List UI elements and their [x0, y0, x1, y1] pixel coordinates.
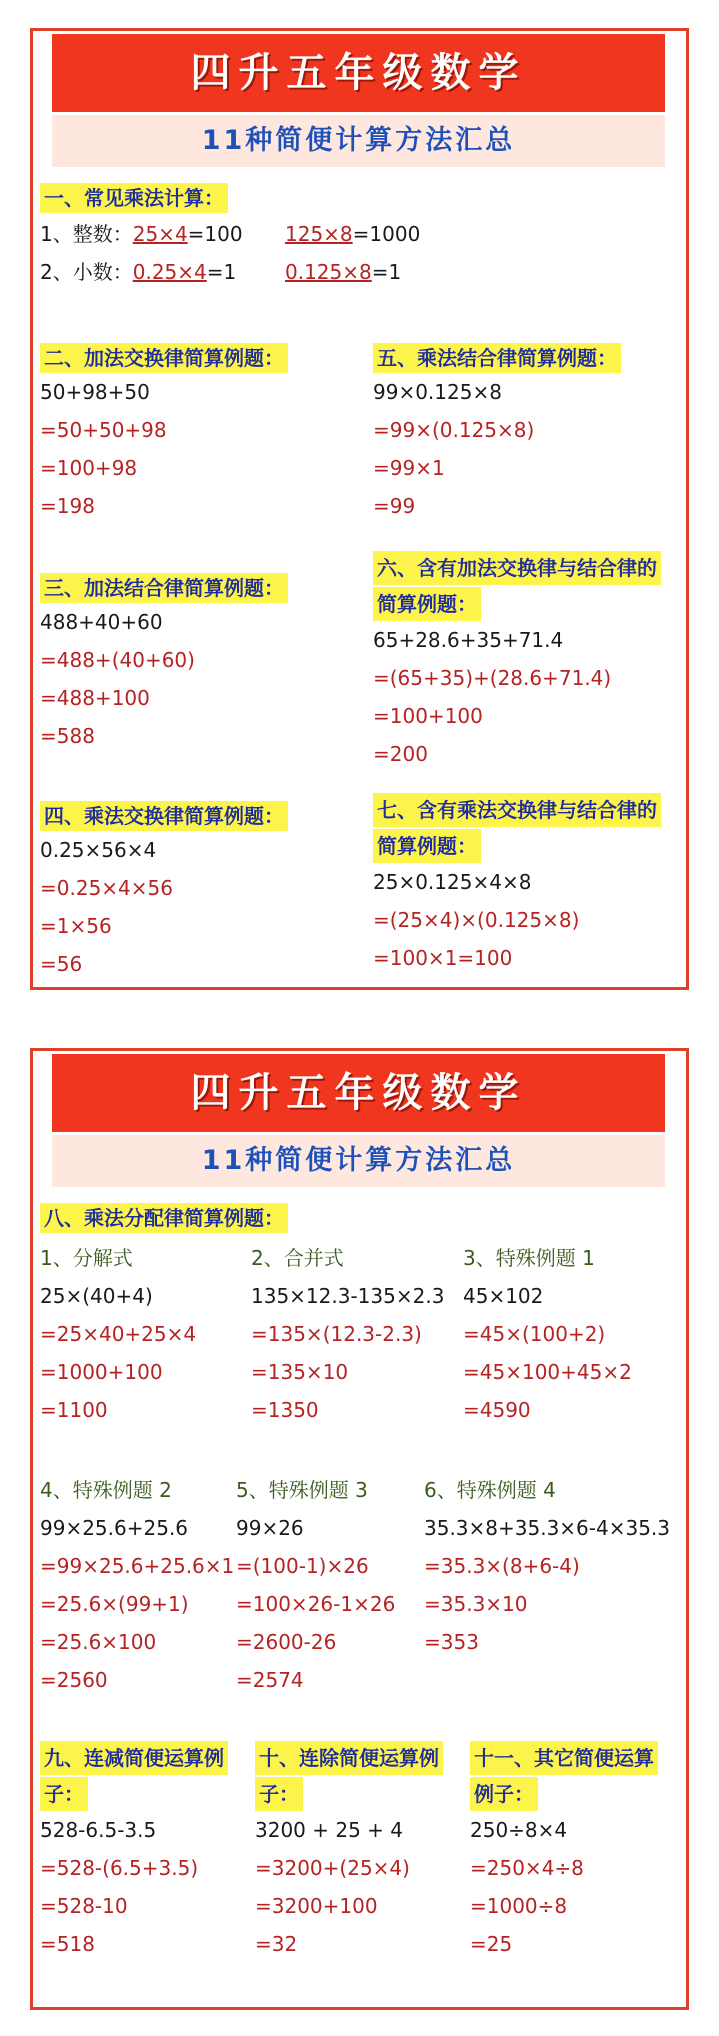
step-line: =488+100 — [40, 686, 150, 710]
section-other-methods — [470, 1739, 658, 1963]
decimal-row — [40, 253, 402, 291]
step-line: =3200+100 — [255, 1894, 378, 1918]
problem-line: 0.25×56×4 — [40, 838, 157, 862]
problem-line: 50+98+50 — [40, 380, 150, 404]
step-line: =1000÷8 — [470, 1894, 568, 1918]
example-label: 4、特殊例题 2 — [40, 1478, 172, 1502]
expression: 25×4 — [132, 222, 188, 246]
section-title: 四、乘法交换律简算例题： — [40, 801, 288, 831]
problem-line: 65+28.6+35+71.4 — [373, 628, 564, 652]
page-subtitle: 11种简便计算方法汇总 — [52, 1135, 665, 1187]
integer-row — [40, 215, 421, 253]
step-line: =0.25×4×56 — [40, 876, 173, 900]
section-multiplication-commutative — [40, 801, 288, 983]
section-title: 三、加法结合律简算例题： — [40, 573, 288, 603]
step-line: =528-(6.5+3.5) — [40, 1856, 199, 1880]
distributive-example-5 — [236, 1471, 395, 1699]
step-line: =99×25.6+25.6×1 — [40, 1554, 235, 1578]
step-line: =(65+35)+(28.6+71.4) — [373, 666, 612, 690]
distributive-example-3 — [463, 1239, 632, 1429]
section-addition-combined — [373, 549, 661, 773]
step-line: =2574 — [236, 1668, 304, 1692]
section-title-line-2: 子： — [255, 1777, 303, 1811]
section-title-line-2: 例子： — [470, 1777, 538, 1811]
page-subtitle: 11种简便计算方法汇总 — [52, 115, 665, 167]
step-line: =45×100+45×2 — [463, 1360, 632, 1384]
result: =1000 — [352, 222, 421, 246]
step-line: =56 — [40, 952, 83, 976]
step-line: =250×4÷8 — [470, 1856, 584, 1880]
step-line: =25 — [470, 1932, 513, 1956]
section-consecutive-division — [255, 1739, 443, 1963]
problem-line: 528-6.5-3.5 — [40, 1818, 157, 1842]
result: =1 — [371, 260, 402, 284]
section-title: 一、常见乘法计算： — [40, 183, 228, 213]
problem-line: 25×0.125×4×8 — [373, 870, 532, 894]
worksheet-card-1 — [30, 28, 689, 990]
section-distributive — [40, 1203, 288, 1233]
example-label: 2、合并式 — [251, 1246, 344, 1270]
section-title-line-1: 九、连减简便运算例 — [40, 1741, 228, 1775]
expression: 0.125×8 — [285, 260, 372, 284]
step-line: =99×(0.125×8) — [373, 418, 535, 442]
step-line: =200 — [373, 742, 428, 766]
section-title-line-1: 十一、其它简便运算 — [470, 1741, 658, 1775]
step-line: =32 — [255, 1932, 298, 1956]
step-line: =99 — [373, 494, 416, 518]
step-line: =100×1=100 — [373, 946, 513, 970]
section-addition-associative — [40, 573, 288, 755]
section-title: 二、加法交换律简算例题： — [40, 343, 288, 373]
step-line: =3200+(25×4) — [255, 1856, 410, 1880]
section-consecutive-subtraction — [40, 1739, 228, 1963]
step-line: =4590 — [463, 1398, 531, 1422]
step-line: =2600-26 — [236, 1630, 337, 1654]
example-label: 1、分解式 — [40, 1246, 133, 1270]
step-line: =528-10 — [40, 1894, 128, 1918]
example-label: 6、特殊例题 4 — [424, 1478, 556, 1502]
distributive-example-1 — [40, 1239, 196, 1429]
step-line: =135×(12.3-2.3) — [251, 1322, 422, 1346]
section-addition-commutative — [40, 343, 288, 525]
section-title-line-1: 六、含有加法交换律与结合律的 — [373, 551, 661, 585]
expression: 0.25×4 — [132, 260, 207, 284]
step-line: =1100 — [40, 1398, 108, 1422]
step-line: =99×1 — [373, 456, 445, 480]
section-title-line-2: 子： — [40, 1777, 88, 1811]
step-line: =(25×4)×(0.125×8) — [373, 908, 580, 932]
distributive-example-2 — [251, 1239, 444, 1429]
section-title-line-1: 七、含有乘法交换律与结合律的 — [373, 793, 661, 827]
distributive-example-4 — [40, 1471, 234, 1699]
row-label: 2、小数： — [40, 260, 133, 284]
section-multiplication-combined — [373, 791, 661, 977]
problem-line: 488+40+60 — [40, 610, 163, 634]
problem-line: 35.3×8+35.3×6-4×35.3 — [424, 1516, 671, 1540]
result: =100 — [187, 222, 243, 246]
step-line: =353 — [424, 1630, 479, 1654]
step-line: =1000+100 — [40, 1360, 163, 1384]
step-line: =100+100 — [373, 704, 483, 728]
step-line: =35.3×10 — [424, 1592, 528, 1616]
step-line: =50+50+98 — [40, 418, 167, 442]
step-line: =25×40+25×4 — [40, 1322, 197, 1346]
section-title-line-1: 十、连除简便运算例 — [255, 1741, 443, 1775]
problem-line: 250÷8×4 — [470, 1818, 568, 1842]
result: =1 — [206, 260, 237, 284]
problem-line: 135×12.3-135×2.3 — [251, 1284, 445, 1308]
problem-line: 3200 + 25 + 4 — [255, 1818, 404, 1842]
step-line: =588 — [40, 724, 95, 748]
problem-line: 99×25.6+25.6 — [40, 1516, 189, 1540]
section-title: 八、乘法分配律简算例题： — [40, 1203, 288, 1233]
problem-line: 25×(40+4) — [40, 1284, 153, 1308]
problem-line: 45×102 — [463, 1284, 544, 1308]
section-title-line-2: 简算例题： — [373, 587, 481, 621]
page-title: 四升五年级数学 — [52, 34, 665, 112]
section-title: 五、乘法结合律简算例题： — [373, 343, 621, 373]
problem-line: 99×26 — [236, 1516, 304, 1540]
step-line: =2560 — [40, 1668, 108, 1692]
expression: 125×8 — [285, 222, 353, 246]
step-line: =488+(40+60) — [40, 648, 195, 672]
page-title: 四升五年级数学 — [52, 1054, 665, 1132]
example-label: 5、特殊例题 3 — [236, 1478, 368, 1502]
step-line: =135×10 — [251, 1360, 349, 1384]
row-label: 1、整数： — [40, 222, 133, 246]
step-line: =35.3×(8+6-4) — [424, 1554, 580, 1578]
problem-line: 99×0.125×8 — [373, 380, 502, 404]
step-line: =100+98 — [40, 456, 138, 480]
example-label: 3、特殊例题 1 — [463, 1246, 595, 1270]
section-title-line-2: 简算例题： — [373, 829, 481, 863]
step-line: =100×26-1×26 — [236, 1592, 396, 1616]
step-line: =1350 — [251, 1398, 319, 1422]
step-line: =1×56 — [40, 914, 112, 938]
step-line: =(100-1)×26 — [236, 1554, 369, 1578]
section-common-multiplication — [40, 183, 421, 291]
section-multiplication-associative — [373, 343, 621, 525]
step-line: =518 — [40, 1932, 95, 1956]
step-line: =25.6×(99+1) — [40, 1592, 189, 1616]
step-line: =198 — [40, 494, 95, 518]
step-line: =45×(100+2) — [463, 1322, 606, 1346]
worksheet-card-2 — [30, 1048, 689, 2010]
step-line: =25.6×100 — [40, 1630, 157, 1654]
distributive-example-6 — [424, 1471, 670, 1661]
